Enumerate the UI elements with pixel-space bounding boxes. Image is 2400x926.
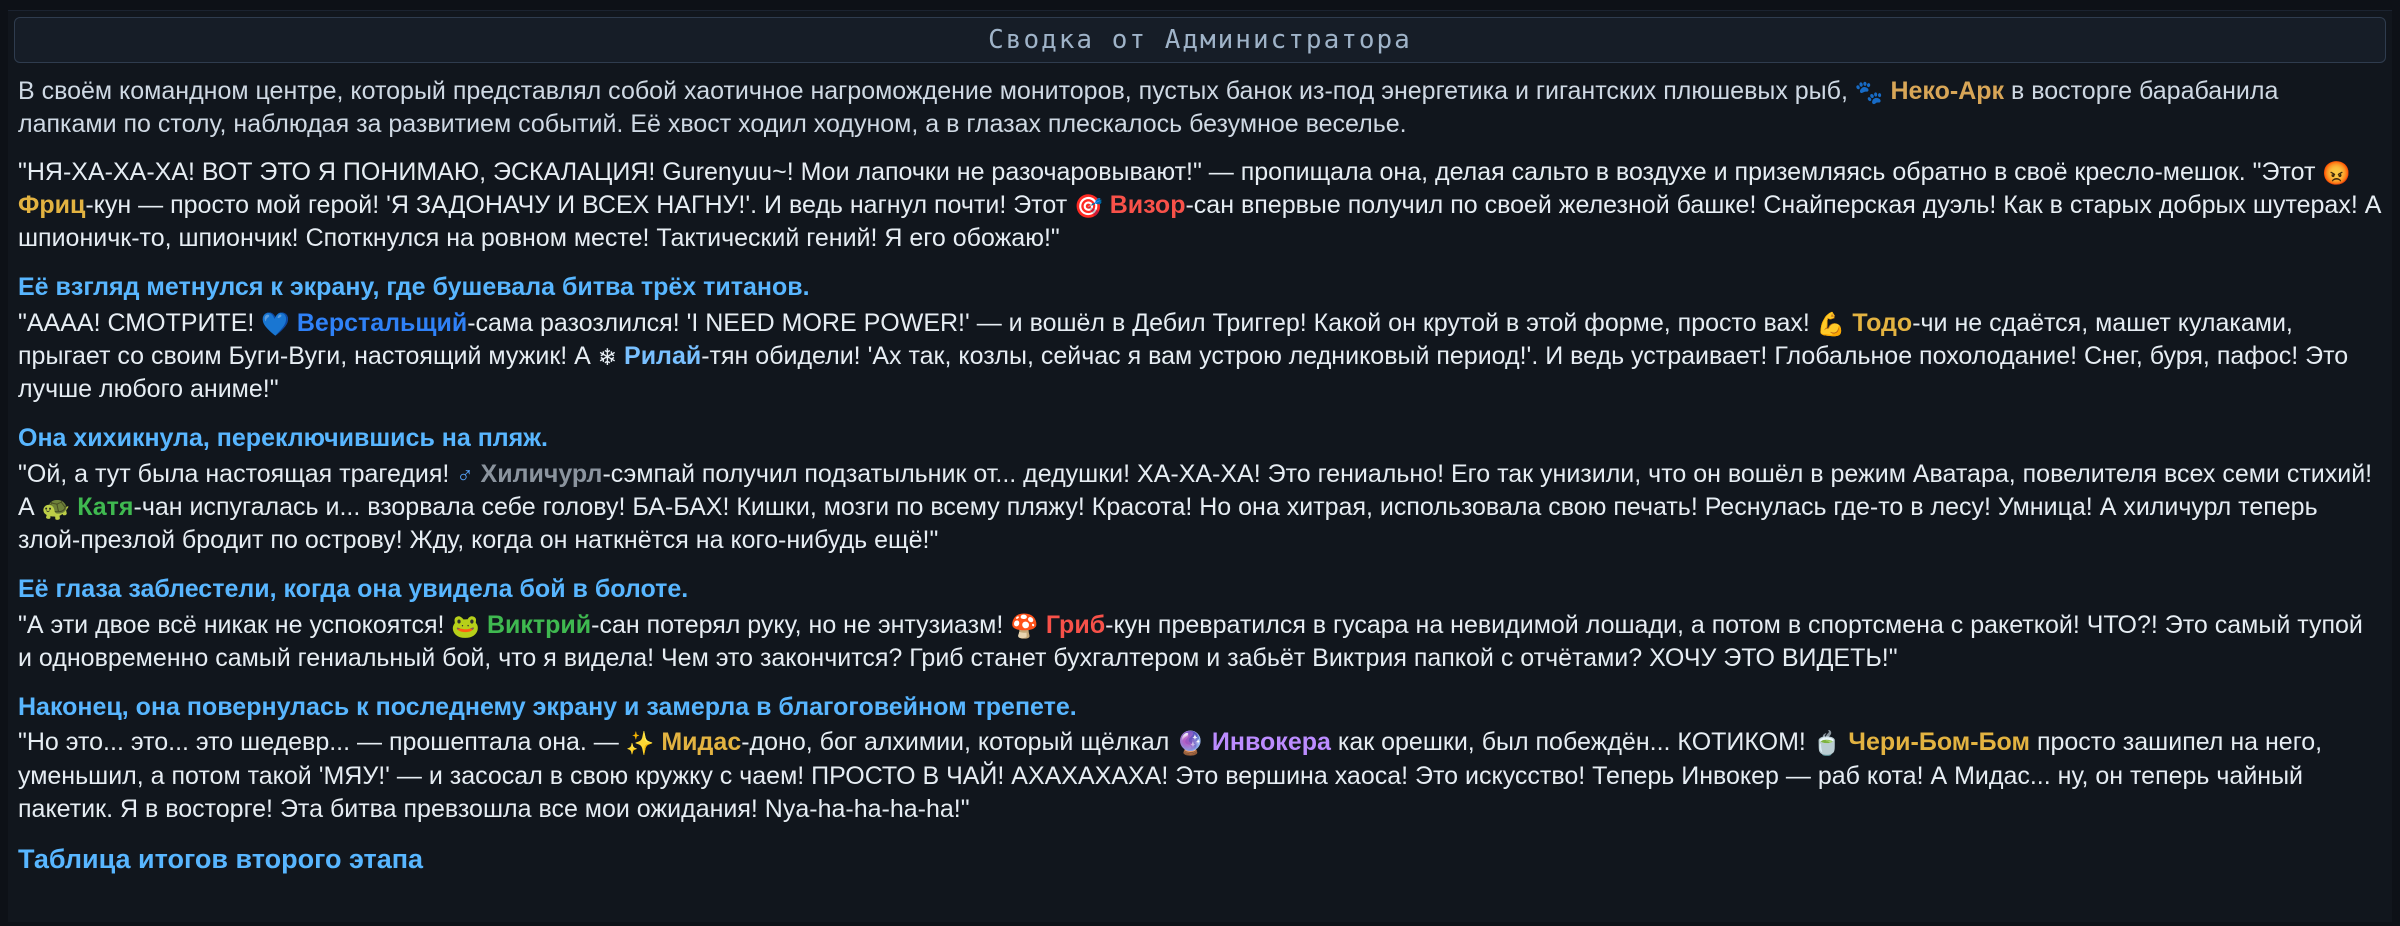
narration-lead: Её глаза заблестели, когда она увидела бой в болоте. xyxy=(18,575,689,604)
speech-paragraph xyxy=(18,458,2382,558)
narration-lead: Она хихикнула, переключившись на пляж. xyxy=(18,424,548,453)
character-name: Фриц xyxy=(18,190,86,219)
inline-emoji-icon: 🐾 xyxy=(1854,79,1884,105)
character-name: Чери-Бом-Бом xyxy=(1848,728,2030,757)
text-run: -сама разозлился! 'I NEED MORE POWER!' — и вошёл в Дебил Триггер! Какой он крутой в этой форме, просто вах! xyxy=(467,308,1817,337)
text-run: просто зашипел на него, уменьшил, а потом такой 'МЯУ!' — и засосал в свою кружку с чаем! ПРОСТО В ЧАЙ! АХАХАХАХА! Это вершина хаоса! Это искусство! Теперь Инвокер — раб кота! А Мидас... ну, он теперь чайный пакетик. Я в восторге! Эта битва превзошла все мои ожидания! Nya-ha-ha-ha-ha!" xyxy=(18,728,2323,823)
text-run xyxy=(474,460,481,488)
inline-emoji-icon: 🍄 xyxy=(1010,612,1039,639)
left-rail xyxy=(0,0,8,926)
inline-emoji-icon: 🎯 xyxy=(1074,192,1103,219)
inline-emoji-icon: 🐢 xyxy=(41,494,71,521)
right-rail xyxy=(2392,0,2400,926)
text-run: в восторге барабанила лапками по столу, наблюдая за развитием событий. Её хвост ходил ходуном, а в глазах плескалось безумное веселье. xyxy=(18,77,2279,139)
page-title: Сводка от Администратора xyxy=(988,25,1412,55)
character-name: Мидас xyxy=(661,728,742,757)
text-run: В своём командном центре, который представлял собой хаотичное нагромождение мониторов, пустых банок из-под энергетика и гигантских плюшевых рыб, xyxy=(18,77,1855,105)
character-name: Катя xyxy=(77,492,134,521)
text-run: -доно, бог алхимии, который щёлкал xyxy=(741,728,1177,757)
character-name: Гриб xyxy=(1045,610,1106,639)
text-run: -сан потерял руку, но не энтузиазм! xyxy=(591,610,1011,639)
bottom-edge xyxy=(0,922,2400,926)
speech-paragraph xyxy=(18,156,2382,256)
summary-content xyxy=(0,63,2400,878)
text-run xyxy=(290,309,297,337)
text-run: -чан испугалась и... взорвала себе голову! БА-БАХ! Кишки, мозги по всему пляжу! Красота! Но она хитрая, использовала свою печать! Реснулась где-то в лесу! Умница! А хиличурл теперь злой-презлой бродит по острову! Жду, когда он наткнётся на кого-нибудь ещё!" xyxy=(18,492,2318,554)
inline-emoji-icon: 🔮 xyxy=(1176,730,1205,757)
text-run xyxy=(1039,611,1046,639)
top-strip xyxy=(0,0,2400,11)
character-name: Рилай xyxy=(624,341,702,370)
inline-emoji-icon: 💪 xyxy=(1816,310,1846,337)
inline-emoji-icon: ✨ xyxy=(625,730,655,757)
narration-lead: Её взгляд метнулся к экрану, где бушевала битва трёх титанов. xyxy=(18,273,810,302)
text-run: -сан впервые получил по своей железной башке! Снайперская дуэль! Как в старых добрых шутерах! А шпионичк-то, шпиончик! Споткнулся на ровном месте! Тактический гений! Я его обожаю!" xyxy=(18,190,2382,252)
text-run xyxy=(1103,191,1110,219)
text-run: -тян обидели! 'Ах так, козлы, сейчас я вам устрою ледниковый период!'. И ведь устраивает! Глобальное похолодание! Снег, буря, пафос! Это лучше любого аниме!" xyxy=(18,341,2349,403)
header-bar xyxy=(14,17,2386,63)
text-run: -чи не сдаётся, машет кулаками, прыгает со своим Буги-Вуги, настоящий мужик! А xyxy=(18,308,2293,370)
speech-paragraph xyxy=(18,307,2382,407)
text-run: -кун — просто мой герой! 'Я ЗАДОНАЧУ И ВСЕХ НАГНУ!'. И ведь нагнул почти! Этот xyxy=(85,190,1075,219)
character-name: Тодо xyxy=(1852,308,1913,337)
speech-paragraph xyxy=(18,726,2382,826)
text-run: -кун превратился в гусара на невидимой лошади, а потом в спортсмена с ракеткой! ЧТО?! Это самый тупой и одновременно самый гениальный бой, что я видела! Чем это закончится? Гриб станет бухгалтером и забьёт Виктрия папкой с отчётами? ХОЧУ ЭТО ВИДЕТЬ!" xyxy=(18,610,2363,672)
text-run: "Но это... это... это шедевр... — прошептала она. — xyxy=(18,728,626,757)
narration-lead: Наконец, она повернулась к последнему экрану и замерла в благоговейном трепете. xyxy=(18,693,1077,721)
character-name: Неко-Арк xyxy=(1890,77,2005,105)
inline-emoji-icon: 🐸 xyxy=(451,612,481,639)
text-run: "Ой, а тут была настоящая трагедия! xyxy=(18,459,457,488)
inline-emoji-icon: ♂ xyxy=(456,461,474,488)
section-title: Таблица итогов второго этапа xyxy=(18,844,424,874)
text-run: "А эти двое всё никак не успокоятся! xyxy=(18,610,452,639)
character-name: Хиличурл xyxy=(480,459,603,488)
text-run xyxy=(480,611,487,639)
text-run: -сэмпай получил подзатыльник от... дедушки! ХА-ХА-ХА! Это гениально! Его так унизили, что он вошёл в режим Аватара, повелителя всех семи стихий! А xyxy=(18,459,2373,521)
character-name: Инвокера xyxy=(1211,728,1331,757)
text-run xyxy=(617,342,624,370)
text-run: "НЯ-ХА-ХА-ХА! ВОТ ЭТО Я ПОНИМАЮ, ЭСКАЛАЦИЯ! Gurenyuu~! Мои лапочки не разочаровывают!" — пропищала она, делая сальто в воздухе и приземляясь обратно в своё кресло-мешок. "Этот xyxy=(18,157,2323,186)
text-run: как орешки, был побеждён... КОТИКОМ! xyxy=(1330,728,1813,757)
text-run xyxy=(1205,728,1212,756)
character-name: Верстальщий xyxy=(296,308,468,337)
inline-emoji-icon: 🍵 xyxy=(1812,730,1842,757)
inline-emoji-icon: ❄ xyxy=(597,343,618,370)
character-name: Визор xyxy=(1109,190,1186,219)
character-name: Виктрий xyxy=(486,610,592,639)
speech-paragraph xyxy=(18,609,2382,676)
inline-emoji-icon: 💙 xyxy=(261,310,290,337)
narration-paragraph xyxy=(18,75,2382,142)
inline-emoji-icon: 😡 xyxy=(2322,159,2352,186)
text-run: "АААА! СМОТРИТЕ! xyxy=(18,308,262,337)
